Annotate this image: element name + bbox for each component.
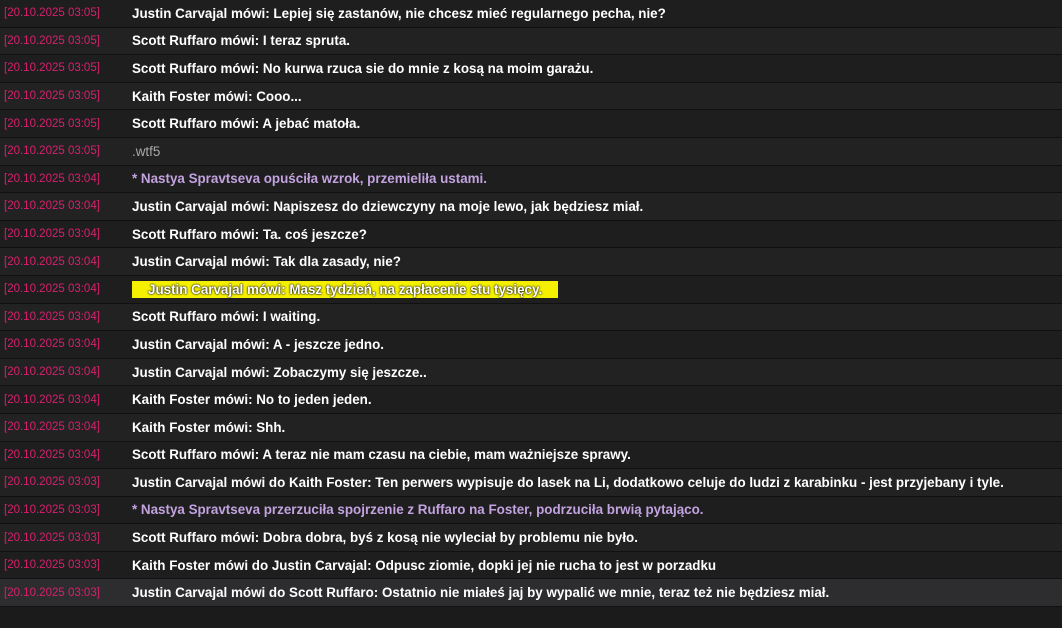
- chat-row: [0, 55, 1062, 83]
- message-timestamp: [20.10.2025 03:05]: [4, 145, 100, 158]
- chat-row: [0, 248, 1062, 276]
- chat-row: [0, 552, 1062, 580]
- chat-row: [0, 83, 1062, 111]
- chat-message: Scott Ruffaro mówi: I waiting.: [132, 309, 321, 325]
- chat-message: Justin Carvajal mówi do Kaith Foster: Ten perwers wypisuje do lasek na Li, dodatkowo celuje do ludzi z karabinku - jest przyjebany i tyle.: [132, 474, 1004, 490]
- message-timestamp: [20.10.2025 03:04]: [4, 172, 100, 185]
- message-timestamp: [20.10.2025 03:04]: [4, 228, 100, 241]
- chat-message: Kaith Foster mówi: No to jeden jeden.: [132, 392, 372, 408]
- chat-row: [0, 138, 1062, 166]
- message-timestamp: [20.10.2025 03:04]: [4, 255, 100, 268]
- command-message: .wtf5: [132, 143, 161, 159]
- message-timestamp: [20.10.2025 03:05]: [4, 62, 100, 75]
- message-timestamp: [20.10.2025 03:04]: [4, 283, 100, 296]
- chat-message: Justin Carvajal mówi: A - jeszcze jedno.: [132, 336, 385, 352]
- message-timestamp: [20.10.2025 03:04]: [4, 200, 100, 213]
- chat-row: [0, 386, 1062, 414]
- message-timestamp: [20.10.2025 03:04]: [4, 393, 100, 406]
- chat-row: [0, 0, 1062, 28]
- chat-row: [0, 524, 1062, 552]
- chat-message: Scott Ruffaro mówi: No kurwa rzuca sie do mnie z kosą na moim garażu.: [132, 60, 594, 76]
- chat-row: [0, 193, 1062, 221]
- chat-row: [0, 414, 1062, 442]
- action-message: * Nastya Spravtseva przerzuciła spojrzenie z Ruffaro na Foster, podrzuciła brwią pytająco.: [132, 502, 704, 518]
- chat-message: Kaith Foster mówi do Justin Carvajal: Odpusc ziomie, dopki jej nie rucha to jest w porzadku: [132, 557, 717, 573]
- message-timestamp: [20.10.2025 03:04]: [4, 448, 100, 461]
- message-timestamp: [20.10.2025 03:03]: [4, 559, 100, 572]
- chat-message: Justin Carvajal mówi: Zobaczymy się jeszcze..: [132, 364, 427, 380]
- chat-message: Kaith Foster mówi: Cooo...: [132, 88, 302, 104]
- chat-message: Justin Carvajal mówi: Lepiej się zastanów, nie chcesz mieć regularnego pecha, nie?: [132, 5, 666, 21]
- message-timestamp: [20.10.2025 03:03]: [4, 476, 100, 489]
- chat-row: [0, 110, 1062, 138]
- chat-row: [0, 166, 1062, 194]
- chat-message: Justin Carvajal mówi: Tak dla zasady, nie?: [132, 254, 401, 270]
- chat-message: Scott Ruffaro mówi: Dobra dobra, byś z kosą nie wyleciał by problemu nie było.: [132, 530, 638, 546]
- message-timestamp: [20.10.2025 03:05]: [4, 7, 100, 20]
- chat-message: Scott Ruffaro mówi: A teraz nie mam czasu na ciebie, mam ważniejsze sprawy.: [132, 447, 631, 463]
- chat-message: Justin Carvajal mówi: Napiszesz do dziewczyny na moje lewo, jak będziesz miał.: [132, 198, 644, 214]
- chat-row: [0, 276, 1062, 304]
- chat-row: [0, 579, 1062, 607]
- message-timestamp: [20.10.2025 03:05]: [4, 34, 100, 47]
- message-timestamp: [20.10.2025 03:05]: [4, 90, 100, 103]
- chat-row: [0, 221, 1062, 249]
- chat-row: [0, 469, 1062, 497]
- message-timestamp: [20.10.2025 03:04]: [4, 310, 100, 323]
- chat-row: [0, 359, 1062, 387]
- chat-row: [0, 28, 1062, 56]
- action-message: * Nastya Spravtseva opuściła wzrok, przemieliła ustami.: [132, 171, 488, 187]
- chat-message: Scott Ruffaro mówi: I teraz spruta.: [132, 33, 350, 49]
- chat-message: Kaith Foster mówi: Shh.: [132, 419, 286, 435]
- message-timestamp: [20.10.2025 03:04]: [4, 366, 100, 379]
- chat-message: Justin Carvajal mówi do Scott Ruffaro: Ostatnio nie miałeś jaj by wypalić we mnie, teraz też nie będziesz miał.: [132, 585, 830, 601]
- chat-message: Scott Ruffaro mówi: A jebać matoła.: [132, 116, 361, 132]
- chat-message: Scott Ruffaro mówi: Ta. coś jeszcze?: [132, 226, 367, 242]
- message-timestamp: [20.10.2025 03:05]: [4, 117, 100, 130]
- message-timestamp: [20.10.2025 03:03]: [4, 503, 100, 516]
- highlighted-message: Justin Carvajal mówi: Masz tydzień, na zapłacenie stu tysięcy.: [132, 281, 558, 298]
- chat-row: [0, 304, 1062, 332]
- chat-row: [0, 331, 1062, 359]
- chat-row: [0, 497, 1062, 525]
- chat-row: [0, 442, 1062, 470]
- message-timestamp: [20.10.2025 03:03]: [4, 586, 100, 599]
- message-timestamp: [20.10.2025 03:04]: [4, 338, 100, 351]
- message-timestamp: [20.10.2025 03:03]: [4, 531, 100, 544]
- message-timestamp: [20.10.2025 03:04]: [4, 421, 100, 434]
